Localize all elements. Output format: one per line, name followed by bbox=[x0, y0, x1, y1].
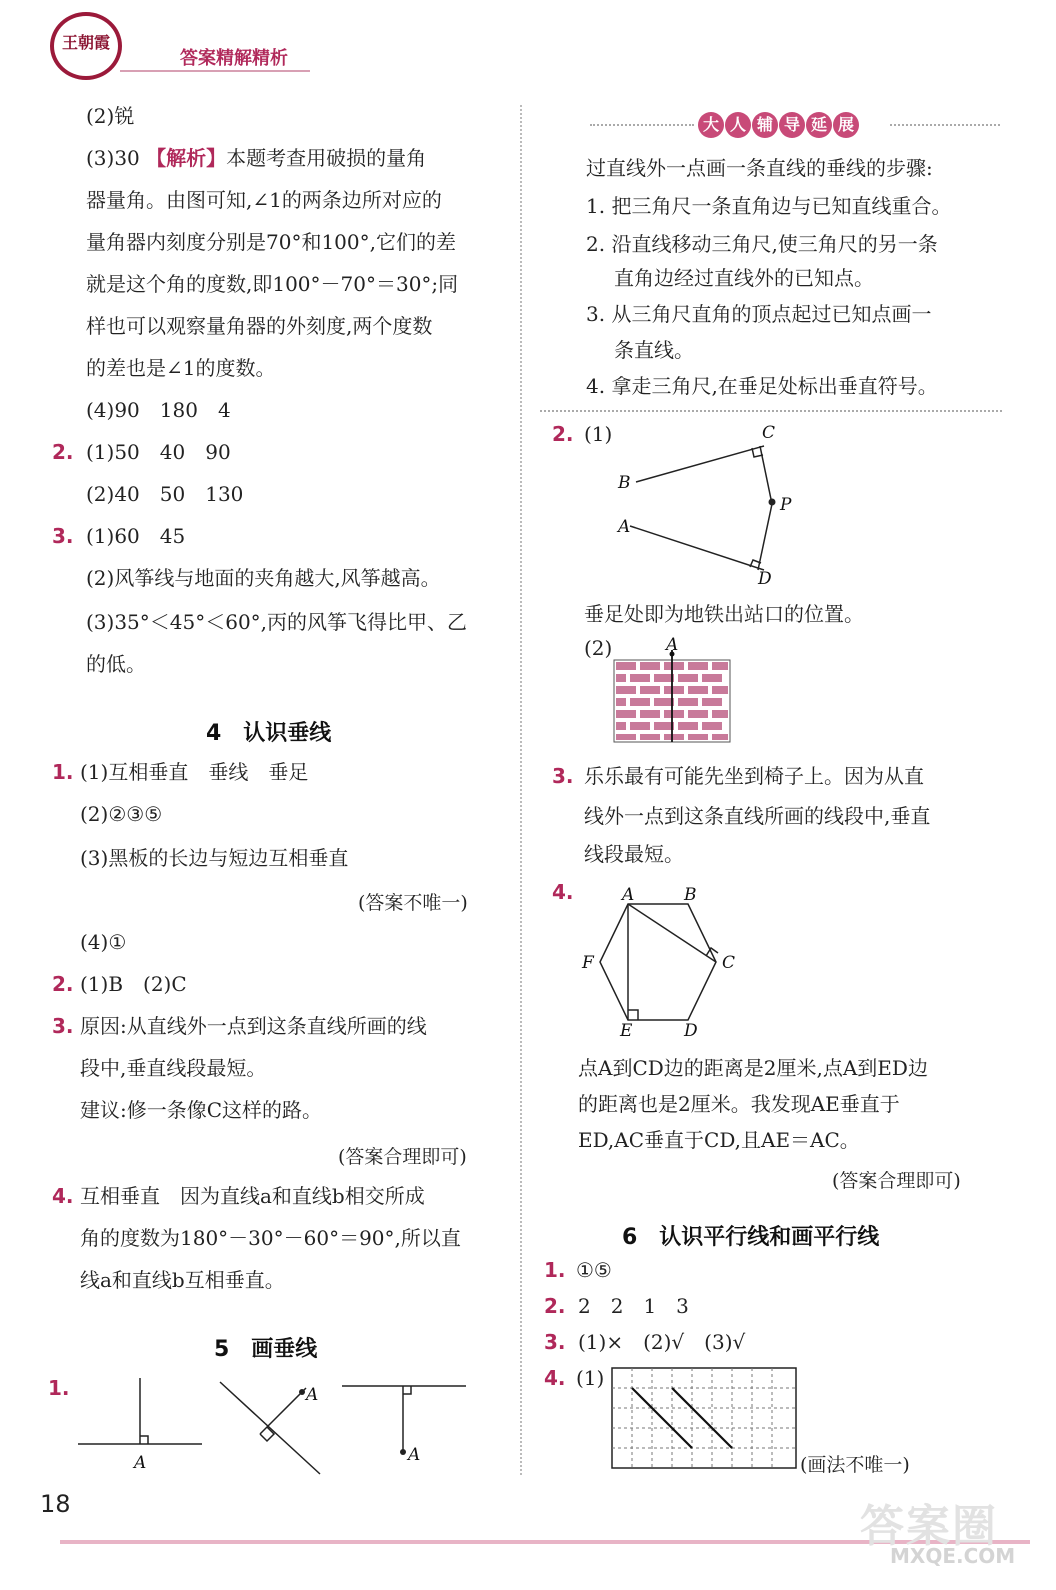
answer-line: (2)40 50 130 bbox=[86, 482, 244, 506]
question-number: 1. bbox=[544, 1258, 566, 1282]
tip-line: 过直线外一点画一条直线的垂线的步骤: bbox=[586, 156, 933, 180]
point-e-label: E bbox=[620, 1021, 633, 1041]
question-number: 3. bbox=[544, 1330, 566, 1354]
tip-line: 4. 拿走三角尺,在垂足处标出垂直符号。 bbox=[586, 374, 938, 398]
hexagon-figure bbox=[570, 880, 750, 1050]
answer-line: ①⑤ bbox=[576, 1258, 612, 1282]
answer-line: (1)互相垂直 垂线 垂足 bbox=[80, 760, 309, 784]
logo-text: 王朝霞 bbox=[61, 33, 110, 52]
question-number: 1. bbox=[48, 1376, 70, 1400]
badge-char: 大 bbox=[698, 112, 724, 138]
section-title: 4 认识垂线 bbox=[206, 721, 332, 746]
tip-line: 条直线。 bbox=[614, 338, 694, 362]
point-a-dot bbox=[400, 1449, 406, 1455]
tip-line: 3. 从三角尺直角的顶点起过已知点画一 bbox=[586, 302, 932, 326]
answer-line: (2)锐 bbox=[86, 104, 135, 128]
answer-line: 点A到CD边的距离是2厘米,点A到ED边 bbox=[578, 1056, 928, 1080]
answer-line: 互相垂直 因为直线a和直线b相交所成 bbox=[80, 1184, 425, 1208]
answer-line: (1)× (2)√ (3)√ bbox=[578, 1330, 746, 1354]
badge-char: 延 bbox=[806, 112, 832, 138]
answer-line: (1)60 45 bbox=[86, 524, 186, 548]
perpendicular-figures bbox=[70, 1370, 520, 1480]
point-a-label: A bbox=[618, 517, 631, 537]
extension-badge bbox=[698, 112, 860, 138]
point-c-label: C bbox=[722, 953, 736, 973]
answer-line: 的低。 bbox=[86, 652, 146, 676]
question-number: 2. bbox=[544, 1294, 566, 1318]
header-underline bbox=[120, 70, 310, 72]
answer-line: 线a和直线b互相垂直。 bbox=[80, 1268, 285, 1292]
parallel-lines-grid-figure bbox=[610, 1366, 800, 1476]
answer-line: (1)B (2)C bbox=[80, 972, 187, 996]
point-p-label: P bbox=[780, 495, 792, 515]
question-number: 2. bbox=[52, 972, 74, 996]
answer-note: (画法不唯一) bbox=[800, 1454, 910, 1476]
section-title: 6 认识平行线和画平行线 bbox=[622, 1225, 880, 1250]
brick-wall-figure bbox=[612, 635, 736, 748]
answer-line: (3)35°＜45°＜60°,丙的风筝飞得比甲、乙 bbox=[86, 610, 468, 634]
subway-perpendicular-figure bbox=[600, 420, 820, 590]
answer-line: (3)30 【解析】本题考查用破损的量角 bbox=[86, 146, 427, 170]
point-a-label: A bbox=[666, 635, 679, 655]
point-a-label: A bbox=[622, 885, 635, 905]
point-b-label: B bbox=[684, 885, 697, 905]
point-a-label: A bbox=[134, 1453, 147, 1473]
question-number: 3. bbox=[52, 524, 74, 548]
badge-char: 辅 bbox=[752, 112, 778, 138]
answer-line: (1) bbox=[576, 1366, 605, 1390]
point-c-label: C bbox=[762, 423, 776, 443]
point-a-label: A bbox=[408, 1445, 421, 1465]
tip-line: 2. 沿直线移动三角尺,使三角尺的另一条 bbox=[586, 232, 938, 256]
answer-line: 的差也是∠1的度数。 bbox=[86, 356, 276, 380]
answer-line: (1)50 40 90 bbox=[86, 440, 231, 464]
answer-line: 就是这个角的度数,即100°－70°＝30°;同 bbox=[86, 272, 459, 296]
answer-line: 角的度数为180°－30°－60°＝90°,所以直 bbox=[80, 1226, 461, 1250]
answer-line: 器量角。由图可知,∠1的两条边所对应的 bbox=[86, 188, 442, 212]
badge-rule bbox=[590, 124, 694, 126]
answer-note: (答案合理即可) bbox=[338, 1146, 467, 1168]
answer-line: 垂足处即为地铁出站口的位置。 bbox=[584, 602, 864, 626]
badge-char: 导 bbox=[779, 112, 805, 138]
answer-line: (3)黑板的长边与短边互相垂直 bbox=[80, 846, 349, 870]
answer-note: (答案不唯一) bbox=[358, 892, 468, 914]
answer-line: (2)风筝线与地面的夹角越大,风筝越高。 bbox=[86, 566, 441, 590]
question-number: 1. bbox=[52, 760, 74, 784]
badge-char: 展 bbox=[833, 112, 859, 138]
question-number: 4. bbox=[52, 1184, 74, 1208]
answer-line: 原因:从直线外一点到这条直线所画的线 bbox=[80, 1014, 427, 1038]
answer-line: 样也可以观察量角器的外刻度,两个度数 bbox=[86, 314, 433, 338]
question-number: 4. bbox=[544, 1366, 566, 1390]
answer-line: 量角器内刻度分别是70°和100°,它们的差 bbox=[86, 230, 456, 254]
answer-line: 建议:修一条像C这样的路。 bbox=[80, 1098, 323, 1122]
point-f-label: F bbox=[582, 953, 594, 973]
figure-2 bbox=[220, 1382, 320, 1474]
analysis-tag: 【解析】 bbox=[146, 146, 227, 170]
answer-note: (答案合理即可) bbox=[832, 1170, 961, 1192]
answer-line: 线外一点到这条直线所画的线段中,垂直 bbox=[584, 804, 931, 828]
point-d-label: D bbox=[684, 1021, 698, 1041]
badge-rule bbox=[890, 124, 1000, 126]
answer-line: 乐乐最有可能先坐到椅子上。因为从直 bbox=[584, 764, 924, 788]
answer-line: 段中,垂直线段最短。 bbox=[80, 1056, 267, 1080]
watermark: 答案圈 bbox=[860, 1501, 998, 1552]
question-number: 3. bbox=[52, 1014, 74, 1038]
figure-1 bbox=[78, 1378, 202, 1444]
question-number: 2. bbox=[552, 422, 574, 446]
section-title: 5 画垂线 bbox=[214, 1337, 318, 1362]
answer-line: (1) bbox=[584, 422, 613, 446]
answer-line: (4)① bbox=[80, 930, 127, 954]
column-divider bbox=[520, 105, 522, 1475]
answer-line: (2) bbox=[584, 636, 613, 660]
point-a-dot bbox=[299, 1389, 305, 1395]
answer-line: (4)90 180 4 bbox=[86, 398, 231, 422]
point-a-label: A bbox=[306, 1385, 319, 1405]
question-number: 4. bbox=[552, 880, 574, 904]
answer-line: (2)②③⑤ bbox=[80, 802, 163, 826]
publisher-logo bbox=[50, 12, 122, 80]
tip-bottom-rule bbox=[540, 410, 1002, 412]
page-number: 18 bbox=[40, 1490, 71, 1518]
figure-3 bbox=[342, 1386, 466, 1454]
point-d-label: D bbox=[758, 569, 772, 589]
question-number: 2. bbox=[52, 440, 74, 464]
point-b-label: B bbox=[618, 473, 631, 493]
answer-line: 2 2 1 3 bbox=[578, 1294, 689, 1318]
answer-line: 的距离也是2厘米。我发现AE垂直于 bbox=[578, 1092, 900, 1116]
answer-line: ED,AC垂直于CD,且AE＝AC。 bbox=[578, 1128, 860, 1152]
watermark-url: MXQE.COM bbox=[890, 1544, 1016, 1568]
answer-line: 线段最短。 bbox=[584, 842, 684, 866]
tip-line: 直角边经过直线外的已知点。 bbox=[614, 266, 874, 290]
badge-char: 人 bbox=[725, 112, 751, 138]
question-number: 3. bbox=[552, 764, 574, 788]
point-p-dot bbox=[769, 499, 776, 506]
header-title: 答案精解精析 bbox=[180, 48, 288, 69]
tip-line: 1. 把三角尺一条直角边与已知直线重合。 bbox=[586, 194, 952, 218]
